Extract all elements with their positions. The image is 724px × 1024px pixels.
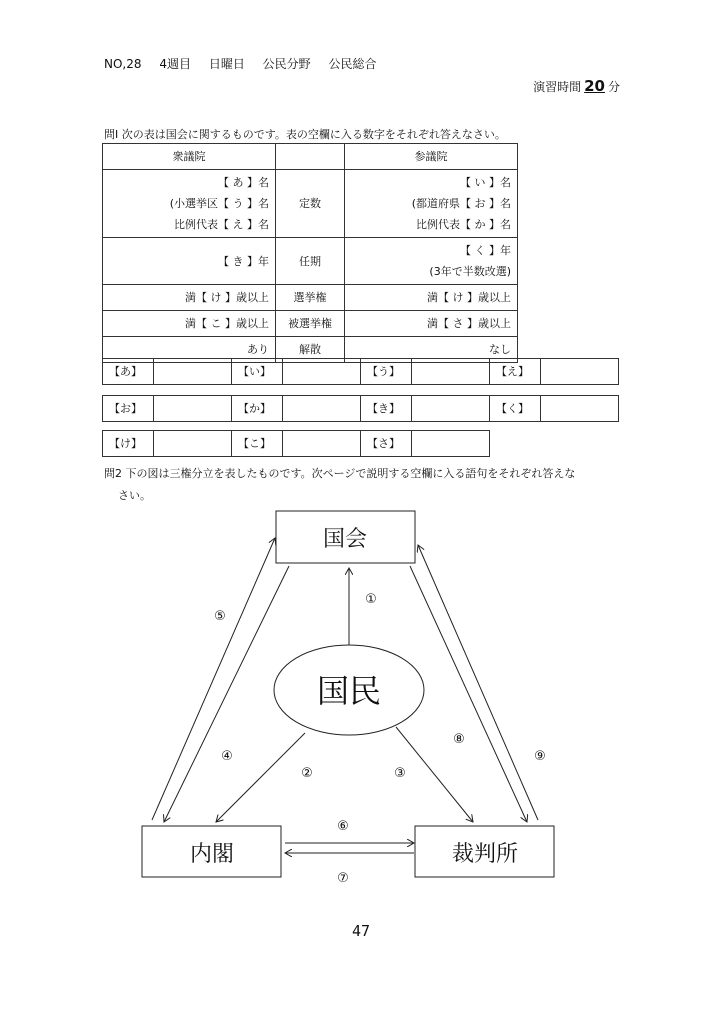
question-2: 問2 下の図は三権分立を表したものです。次ページで説明する空欄に入る語句をそれぞれ答えな <box>104 467 576 480</box>
kokkai-label: 国会 <box>322 527 368 552</box>
arrow-9 <box>418 545 538 820</box>
label-1: ① <box>365 592 377 607</box>
label-3: ③ <box>394 766 406 781</box>
question-1: 問Ⅰ 次の表は国会に関するものです。表の空欄に入る数字をそれぞれ答えなさい。 <box>104 128 506 141</box>
header-sangiin: 参議院 <box>345 144 518 170</box>
cell-line: 比例代表【 か 】名 <box>416 218 511 231</box>
answer-label: 【か】 <box>232 396 283 421</box>
header-shugiin: 衆議院 <box>103 144 276 170</box>
row-label: 被選挙権 <box>276 311 345 337</box>
kaisan-shu: あり <box>103 337 276 363</box>
question-2-cont: さい。 <box>118 489 151 502</box>
senkyo-shu: 満【 け 】歳以上 <box>103 285 276 311</box>
row-label: 選挙権 <box>276 285 345 311</box>
hisenkyo-shu: 満【 こ 】歳以上 <box>103 311 276 337</box>
kokumin-label: 国民 <box>316 672 382 710</box>
row-label: 任期 <box>276 238 345 285</box>
arrow-8 <box>410 566 527 822</box>
week: 4週目 <box>159 57 191 71</box>
saibansho-label: 裁判所 <box>451 842 519 867</box>
arrow-4 <box>164 566 289 822</box>
label-7: ⑦ <box>337 871 349 886</box>
cell-line: 【 あ 】名 <box>218 176 269 189</box>
senkyo-san: 満【 け 】歳以上 <box>345 285 518 311</box>
cell-line: 【 い 】名 <box>460 176 511 189</box>
naikaku-label: 内閣 <box>189 842 235 867</box>
hisenkyo-san: 満【 さ 】歳以上 <box>345 311 518 337</box>
answer-label: 【え】 <box>490 359 541 384</box>
answer-label: 【あ】 <box>103 359 154 384</box>
label-9: ⑨ <box>534 749 546 764</box>
cell-line: (3年で半数改選) <box>429 265 511 278</box>
time-label: 演習時間 <box>533 80 582 94</box>
answer-label: 【さ】 <box>361 431 412 456</box>
field: 公民分野 <box>262 57 311 71</box>
row-label: 解散 <box>276 337 345 363</box>
row-label: 定数 <box>276 170 345 238</box>
answer-label: 【く】 <box>490 396 541 421</box>
cell-line: (小選挙区【 う 】名 <box>169 197 269 210</box>
label-8: ⑧ <box>453 732 465 747</box>
time-unit: 分 <box>607 80 620 94</box>
answer-label: 【き】 <box>361 396 412 421</box>
answer-label: 【お】 <box>103 396 154 421</box>
arrow-2 <box>216 733 305 822</box>
label-6: ⑥ <box>337 819 349 834</box>
label-4: ④ <box>221 749 233 764</box>
label-5: ⑤ <box>214 609 226 624</box>
cell-line: (都道府県【 お 】名 <box>411 197 511 210</box>
cell-line: 比例代表【 え 】名 <box>174 218 269 231</box>
kaisan-san: なし <box>345 337 518 363</box>
cell-line: 【 く 】年 <box>460 244 511 257</box>
answer-label: 【け】 <box>103 431 154 456</box>
arrow-5 <box>152 538 275 820</box>
topic: 公民総合 <box>328 57 377 71</box>
answer-label: 【う】 <box>361 359 412 384</box>
sheet-number: NO,28 <box>104 57 142 71</box>
label-2: ② <box>301 766 313 781</box>
time-value: 20 <box>584 77 605 95</box>
day: 日曜日 <box>208 57 245 71</box>
answer-label: 【こ】 <box>232 431 283 456</box>
page-number: 47 <box>352 922 371 940</box>
ninki-shu: 【 き 】年 <box>103 238 276 285</box>
answer-label: 【い】 <box>232 359 283 384</box>
